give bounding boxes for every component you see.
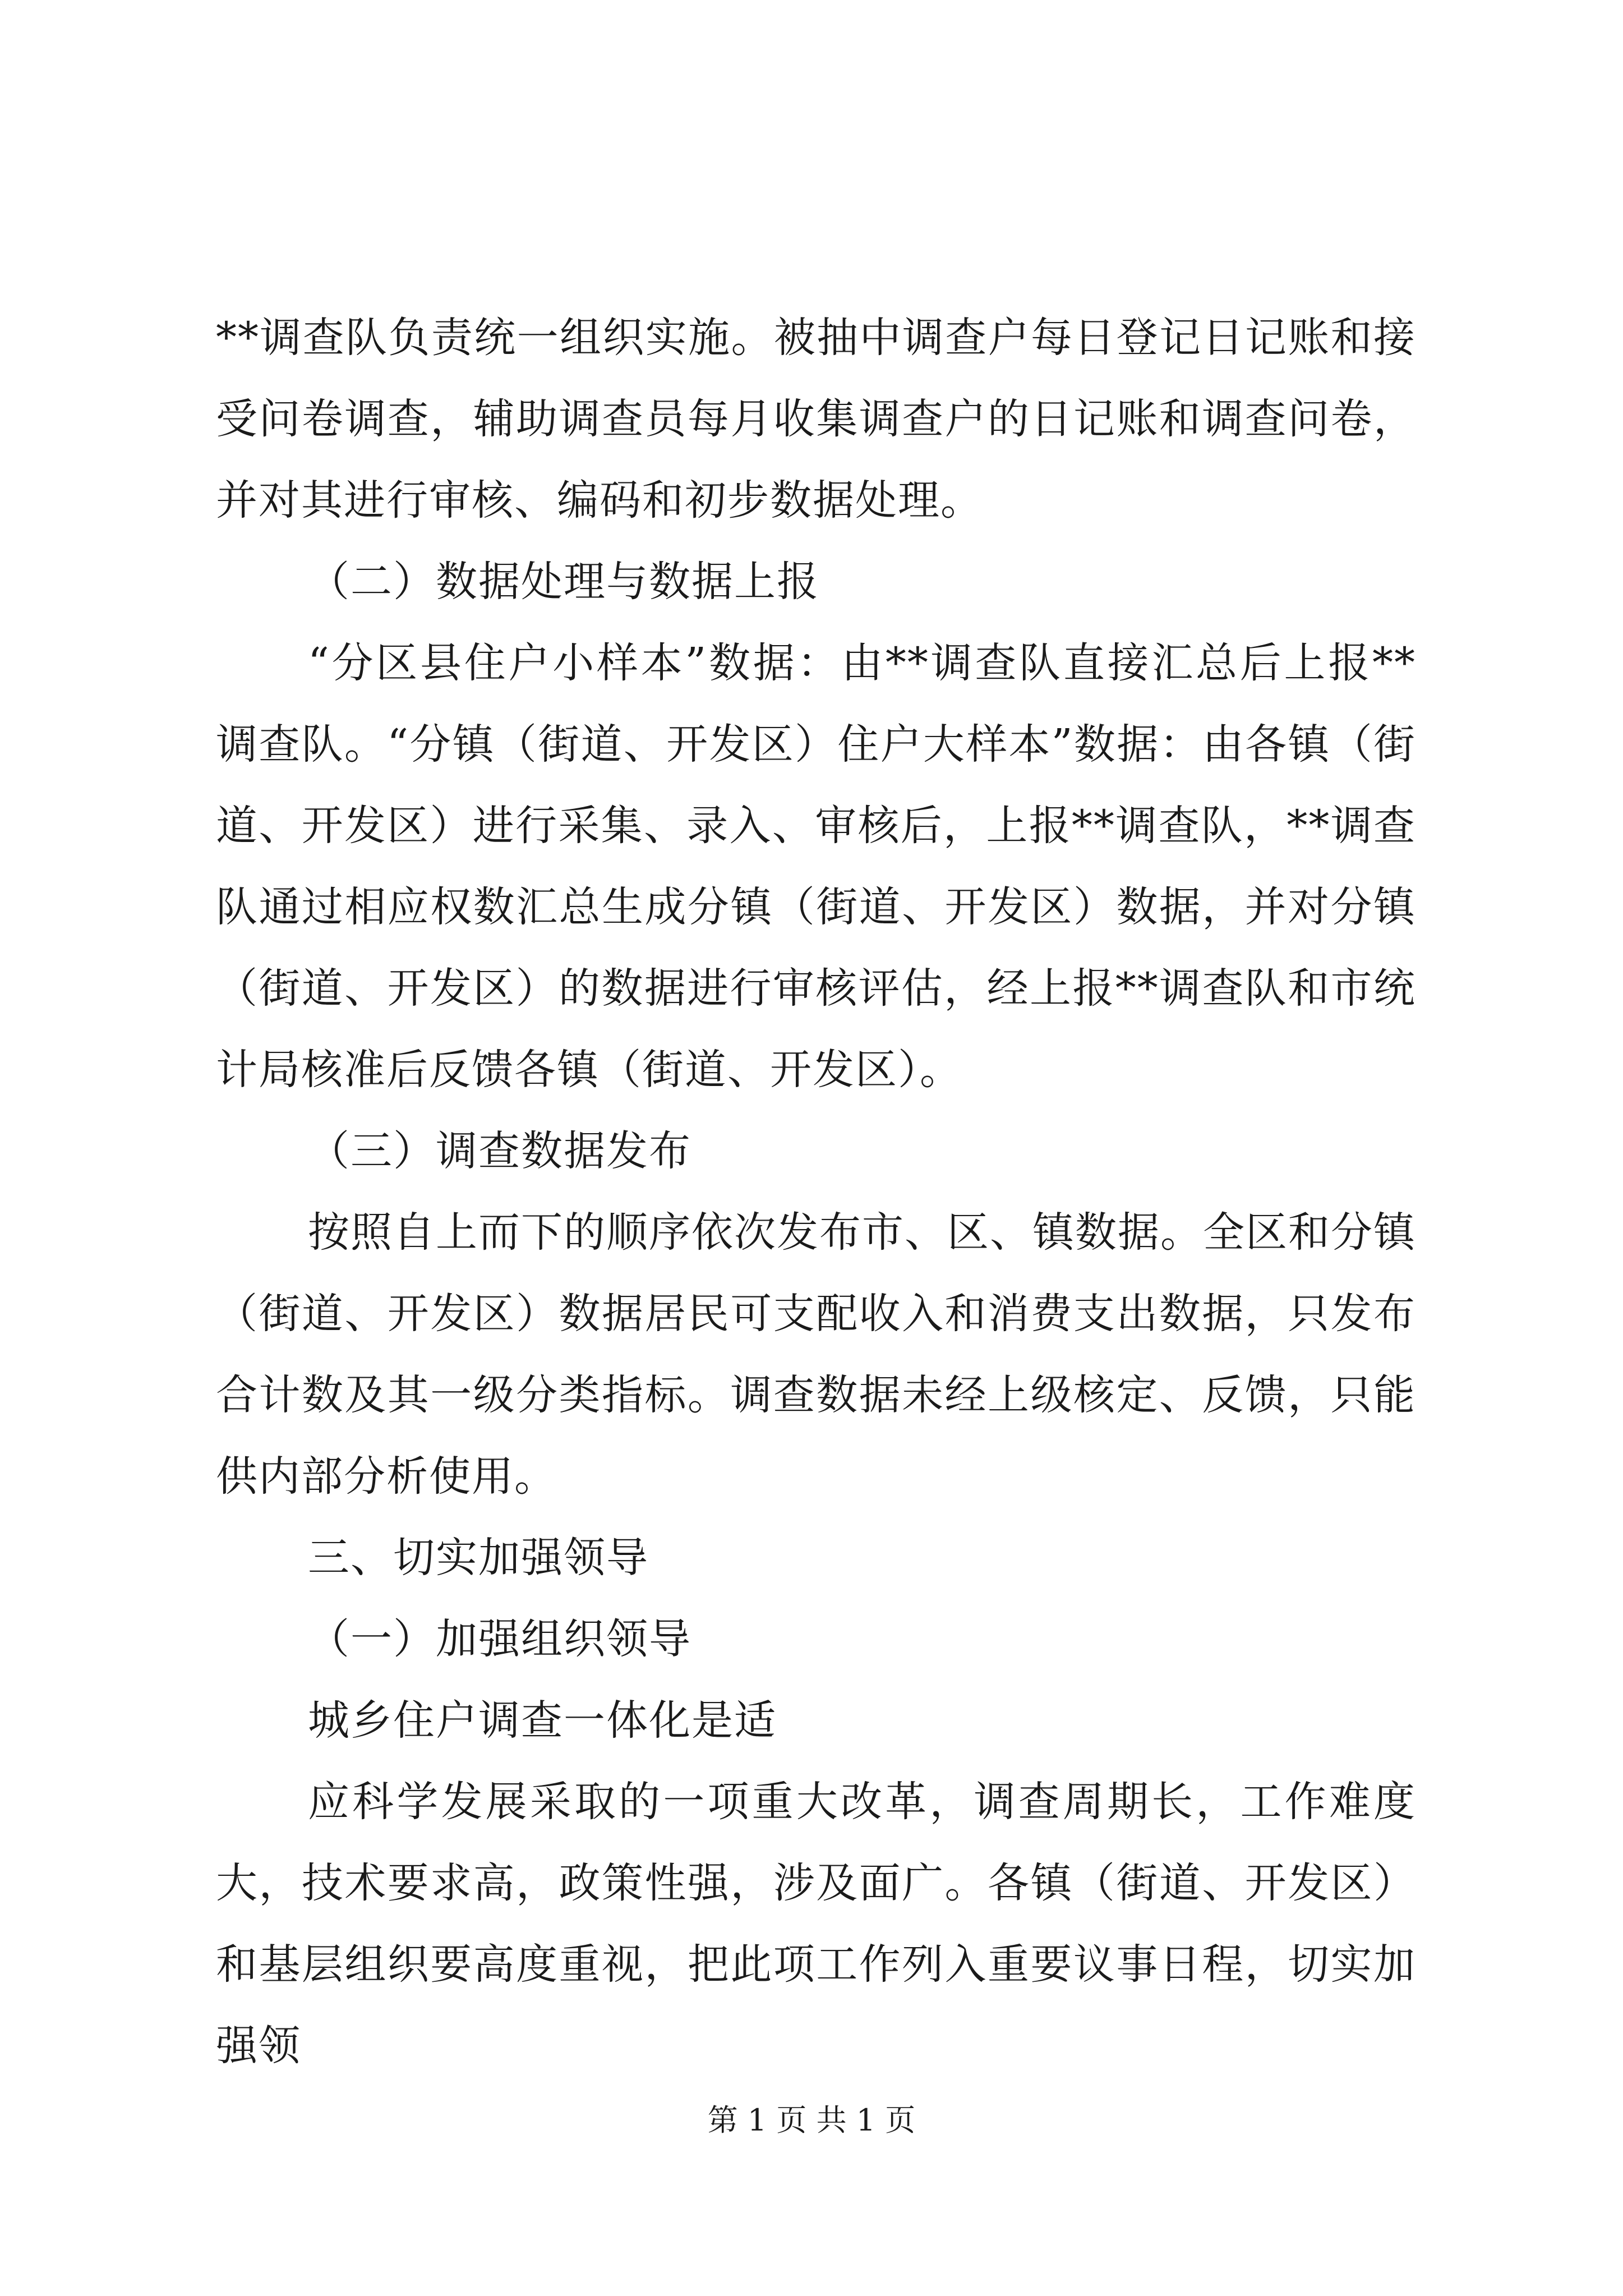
paragraph-data-release: 按照自上而下的顺序依次发布市、区、镇数据。全区和分镇（街道、开发区）数据居民可支配收入和消费支出数据，只发布合计数及其一级分类指标。调查数据未经上级核定、反馈，只能供内部分析使用。: [216, 1208, 1416, 1501]
document-body: [216, 297, 1416, 2087]
paragraph-data-reporting: “分区县住户小样本”数据：由**调查队直接汇总后上报**调查队。“分镇（街道、开发区）住户大样本”数据：由各镇（街道、开发区）进行采集、录入、审核后，上报**调查队，**调查队通过相应权数汇总生成分镇（街道、开发区）数据，并对分镇（街道、开发区）的数据进行审核评估，经上报**调查队和市统计局核准后反馈各镇（街道、开发区）。: [216, 639, 1416, 1094]
heading-data-processing: （二）数据处理与数据上报: [308, 558, 819, 606]
paragraph-fragment-line: 城乡住户调查一体化是适: [308, 1696, 777, 1745]
paragraph-reform-importance: 应科学发展采取的一项重大改革，调查周期长，工作难度大，技术要求高，政策性强，涉及面广。各镇（街道、开发区）和基层组织要高度重视，把此项工作列入重要议事日程，切实加强领: [216, 1778, 1416, 2070]
page-footer: 第 1 页 共 1 页: [707, 2102, 916, 2138]
heading-organization-leadership: （一）加强组织领导: [308, 1615, 691, 1663]
heading-data-release: （三）调查数据发布: [308, 1127, 691, 1175]
paragraph-survey-implementation: **调查队负责统一组织实施。被抽中调查户每日登记日记账和接受问卷调查，辅助调查员每月收集调查户的日记账和调查问卷，并对其进行审核、编码和初步数据处理。: [216, 314, 1416, 524]
heading-strengthen-leadership: 三、切实加强领导: [308, 1534, 649, 1582]
